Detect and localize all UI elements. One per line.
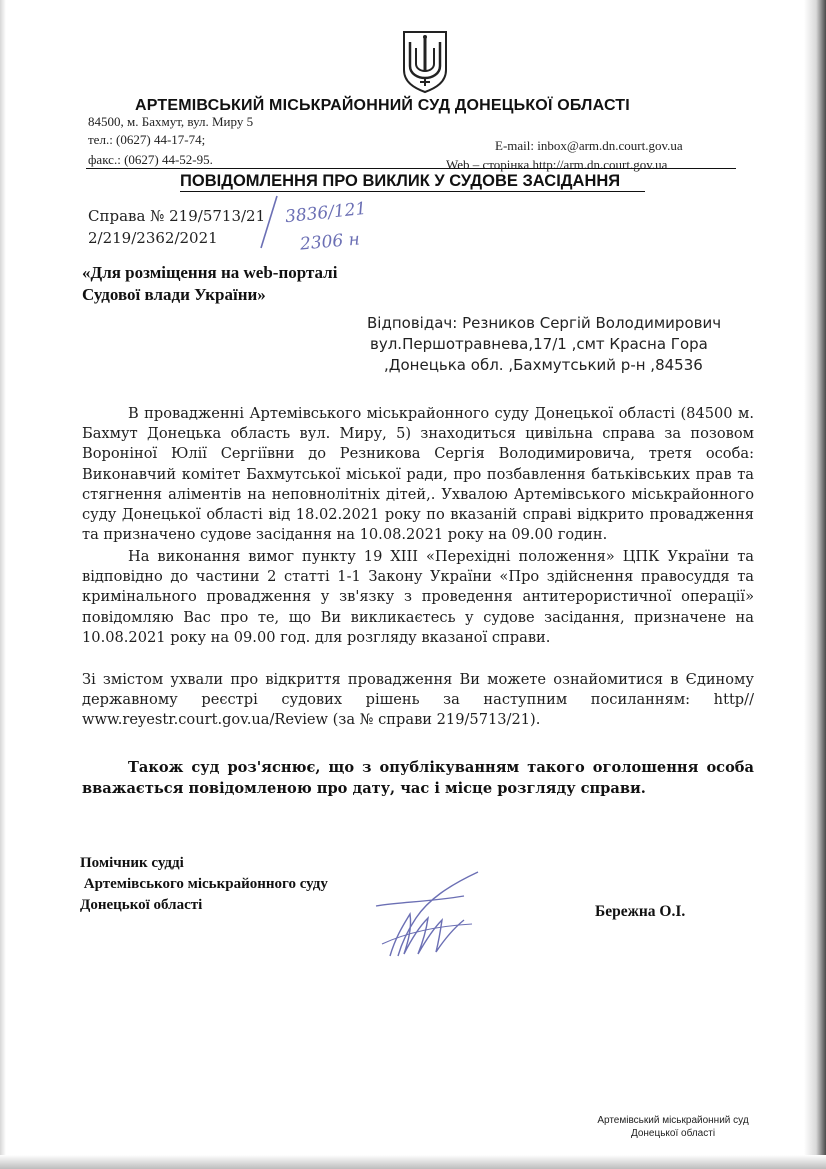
signer-position-line-3: Донецької області — [80, 897, 203, 913]
coat-of-arms-icon — [400, 30, 450, 94]
stamp-line-1: Артемівський міськрайонний суд — [597, 1115, 749, 1126]
handwritten-slash — [255, 194, 285, 250]
body-paragraph-3: Зі змістом ухвали про відкриття провадження Ви можете ознайомитися в Єдиному державному реєстрі судових рішень за наступним посиланням: http// www.reyestr.court.gov.ua/Review (за № справи 219/5713/21). — [82, 671, 754, 729]
scan-edge-left — [0, 0, 6, 1169]
web-portal-line-1: «Для розміщення на web-порталі — [82, 263, 338, 282]
signer-position-line-1: Помічник судді — [80, 855, 184, 871]
court-address: 84500, м. Бахмут, вул. Миру 5 — [88, 114, 254, 129]
case-number: Справа № 219/5713/21 — [88, 207, 266, 225]
handwritten-signature — [368, 866, 498, 966]
body-paragraph-1: В провадженні Артемівського міськрайонного суду Донецької області (84500 м. Бахмут Донецька область вул. Миру, 5) знаходиться цивільна справа за позовом Вороніної Юлії Сергіївни до Резникова Сергія Володимировича, третя особа: Виконавчий комітет Бахмутської міської ради, про позбавлення батьківських прав та стягнення аліментів на неповнолітніх дітей,. Ухвалою Артемівського міськрайонного суду Донецької області від 18.02.2021 року по вказаній справі відкрито провадження та призначено судове засідання на 10.08.2021 року на 09.00 годин. — [82, 405, 754, 544]
court-website: Web – сторінка http://arm.dn.court.gov.ua — [446, 157, 668, 172]
proceeding-number: 2/219/2362/2021 — [88, 229, 218, 247]
respondent-name: Відповідач: Резников Сергій Володимирович — [367, 314, 722, 332]
header-divider — [86, 168, 736, 169]
handwritten-registry-number: 3836/121 — [284, 198, 368, 228]
signer-position-line-2: Артемівського міськрайонного суду — [80, 876, 328, 892]
stamp-line-2: Донецької області — [630, 1128, 716, 1139]
web-portal-line-2: Судової влади України» — [82, 285, 266, 304]
body-paragraph-4: Також суд роз'яснює, що з опублікуванням такого оголошення особа вважається повідомленою про дату, час і місце розгляду справи. — [82, 759, 754, 797]
respondent-street: вул.Першотравнева,17/1 ,смт Красна Гора — [370, 335, 708, 353]
handwritten-outgoing-number: 2306 н — [299, 229, 361, 255]
scan-edge-right — [804, 0, 826, 1169]
scan-edge-bottom — [0, 1155, 826, 1169]
signer-position — [80, 853, 328, 916]
court-name-heading: АРТЕМІВСЬКИЙ МІСЬКРАЙОННИЙ СУД ДОНЕЦЬКОЇ ОБЛАСТІ — [135, 97, 630, 114]
respondent-region: ,Донецька обл. ,Бахмутський р-н ,84536 — [384, 356, 703, 374]
web-portal-note — [82, 262, 337, 306]
court-email: E-mail: inbox@arm.dn.court.gov.ua — [495, 138, 683, 153]
notice-title: ПОВІДОМЛЕННЯ ПРО ВИКЛИК У СУДОВЕ ЗАСІДАННЯ — [180, 172, 621, 190]
court-phone: тел.: (0627) 44-17-74; — [88, 132, 206, 147]
title-underline — [180, 191, 645, 192]
signer-name: Бережна О.І. — [595, 903, 686, 920]
body-paragraph-2: На виконання вимог пункту 19 XIII «Перехідні положення» ЦПК України та відповідно до частини 2 статті 1-1 Закону України «Про здійснення правосуддя та кримінального провадження у зв'язку з проведення антитерористичної операції» повідомляю Вас про те, що Ви викликаєтесь у судове засідання, призначене на 10.08.2021 року на 09.00 год. для розгляду вказаної справи. — [82, 548, 754, 646]
court-stamp — [588, 1114, 758, 1140]
court-fax: факс.: (0627) 44-52-95. — [88, 152, 213, 167]
